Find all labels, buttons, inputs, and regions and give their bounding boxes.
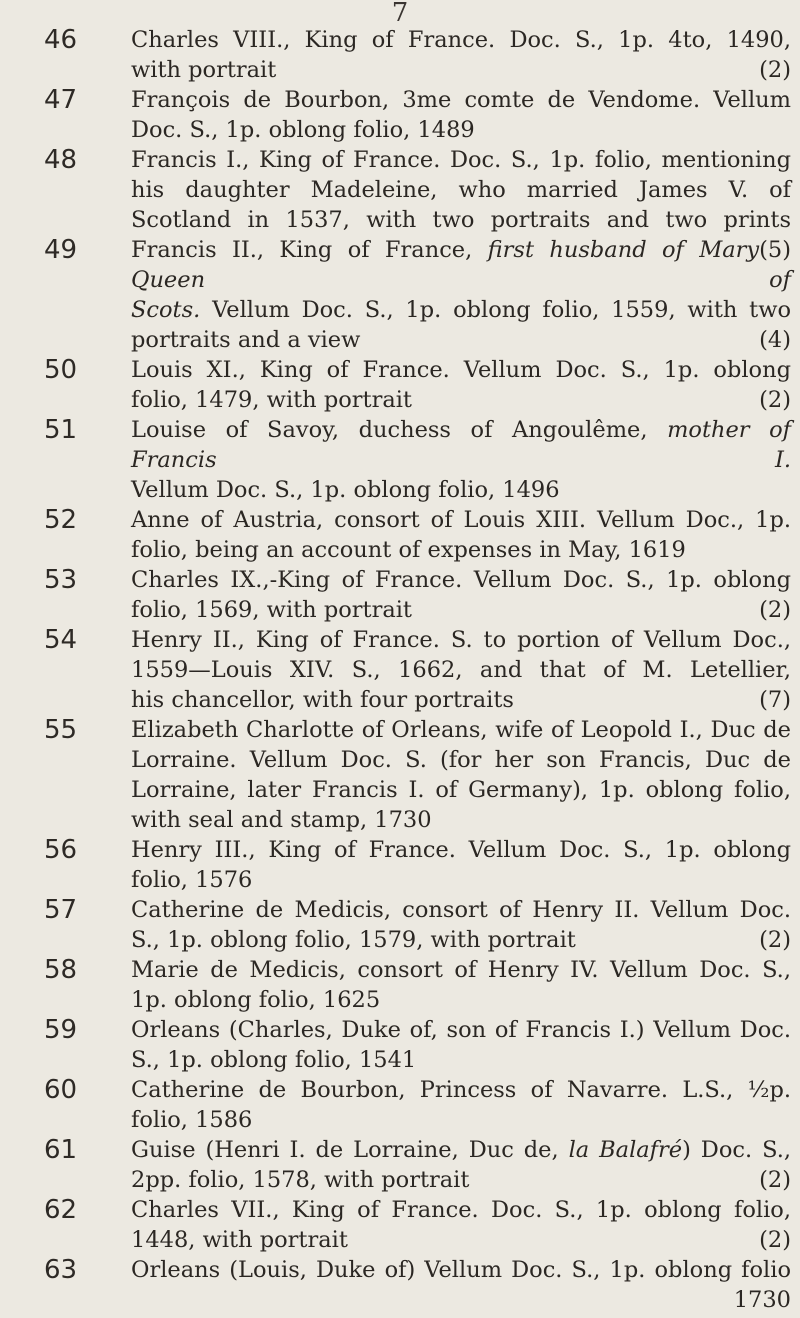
entry-line-text: with portrait <box>131 57 277 83</box>
entry-description <box>131 835 791 895</box>
entry-line-text: Charles IX.,-King of France. Vellum Doc. S., 1p. oblong <box>131 567 791 593</box>
entry-description <box>131 85 791 145</box>
entry-line <box>131 415 791 475</box>
entry-line <box>131 835 791 865</box>
entry-line-text: folio, 1569, with portrait <box>131 597 412 623</box>
entry-line-text: Lorraine. Vellum Doc. S. (for her son Francis, Duc de <box>131 747 791 773</box>
entry-description <box>131 715 791 835</box>
lot-number: 62 <box>44 1195 78 1225</box>
catalogue-entry <box>0 1135 800 1195</box>
entry-line-text: Orleans (Charles, Duke of, son of Francis I.) Vellum Doc. <box>131 1017 791 1043</box>
item-count: (2) <box>759 1227 791 1253</box>
entry-line <box>131 385 791 415</box>
entry-description <box>131 415 791 505</box>
entry-line-text: Louise of Savoy, duchess of Angoulême, mother of Francis I. <box>131 417 792 473</box>
entry-line <box>131 175 791 205</box>
entry-line <box>131 535 791 565</box>
entry-line-text: 1p. oblong folio, 1625 <box>131 987 381 1013</box>
lot-number: 51 <box>44 415 78 445</box>
lot-number: 53 <box>44 565 78 595</box>
catalogue-entry <box>0 835 800 895</box>
lot-number: 49 <box>44 235 78 265</box>
catalogue-entry <box>0 505 800 565</box>
entry-line-text: folio, 1479, with portrait <box>131 387 412 413</box>
entry-description <box>131 235 791 355</box>
entry-line <box>131 565 791 595</box>
entry-line <box>131 955 791 985</box>
entry-line-text: Louis XI., King of France. Vellum Doc. S., 1p. oblong <box>131 357 791 383</box>
entry-line <box>131 745 791 775</box>
catalogue-entry <box>0 1255 800 1313</box>
catalogue-entry <box>0 625 800 715</box>
lot-number: 60 <box>44 1075 78 1105</box>
entry-line <box>131 655 791 685</box>
entry-line <box>131 1225 791 1255</box>
entry-line-text: Henry II., King of France. S. to portion of Vellum Doc., <box>131 627 791 653</box>
page-number: 7 <box>391 0 409 28</box>
entry-line <box>131 865 791 895</box>
catalogue-entry <box>0 235 800 355</box>
lot-number: 59 <box>44 1015 78 1045</box>
entry-line-text: Francis II., King of France, first husband of Mary Queen of <box>131 237 791 293</box>
lot-number: 47 <box>44 85 78 115</box>
entry-line <box>131 805 791 835</box>
lot-number: 55 <box>44 715 78 745</box>
lot-number: 63 <box>44 1255 78 1285</box>
entry-line <box>131 1195 791 1225</box>
entry-description <box>131 355 791 415</box>
entry-description <box>131 1015 791 1075</box>
lot-number: 50 <box>44 355 78 385</box>
entry-line <box>131 775 791 805</box>
catalogue-entries <box>0 25 800 1315</box>
catalogue-entry <box>0 85 800 145</box>
entry-line <box>131 475 791 505</box>
entry-line-text: 1559—Louis XIV. S., 1662, and that of M. Letellier, <box>131 657 791 683</box>
lot-number: 56 <box>44 835 78 865</box>
lot-number: 46 <box>44 25 78 55</box>
entry-line-text: François de Bourbon, 3me comte de Vendome. Vellum <box>131 87 791 113</box>
lot-number: 57 <box>44 895 78 925</box>
entry-line <box>131 985 791 1015</box>
entry-line-text: with seal and stamp, 1730 <box>131 807 432 833</box>
entry-line <box>131 25 791 55</box>
entry-line-text: Elizabeth Charlotte of Orleans, wife of Leopold I., Duc de <box>131 717 791 743</box>
entry-line-text: Charles VIII., King of France. Doc. S., 1p. 4to, 1490, <box>131 27 791 53</box>
item-count: (2) <box>759 57 791 83</box>
entry-description <box>131 1195 791 1255</box>
entry-line-text: Catherine de Medicis, consort of Henry II. Vellum Doc. <box>131 897 791 923</box>
catalogue-entry <box>0 25 800 85</box>
entry-line-text: Doc. S., 1p. oblong folio, 1489 <box>131 117 475 143</box>
entry-line-text: Francis I., King of France. Doc. S., 1p. folio, mentioning <box>131 147 791 173</box>
entry-line <box>131 295 791 325</box>
entry-line-text: S., 1p. oblong folio, 1541 <box>131 1047 417 1073</box>
entry-line-text: Vellum Doc. S., 1p. oblong folio, 1496 <box>131 477 560 503</box>
item-count: (5) <box>759 237 791 263</box>
lot-number: 58 <box>44 955 78 985</box>
entry-line <box>131 115 791 145</box>
entry-line <box>131 595 791 625</box>
entry-line <box>131 1075 791 1105</box>
catalogue-entry <box>0 955 800 1015</box>
item-count: (2) <box>759 1167 791 1193</box>
entry-line-text: his daughter Madeleine, who married James V. of <box>131 177 791 203</box>
item-count: (2) <box>759 387 791 413</box>
entry-line <box>131 625 791 655</box>
lot-number: 52 <box>44 505 78 535</box>
item-count: (2) <box>759 927 791 953</box>
entry-line <box>131 1105 791 1135</box>
entry-description <box>131 1135 791 1195</box>
entry-line-text: Orleans (Louis, Duke of) Vellum Doc. S., 1p. oblong folio <box>131 1257 791 1283</box>
entry-line <box>131 85 791 115</box>
entry-line <box>131 205 791 235</box>
entry-line <box>131 505 791 535</box>
entry-line-text: folio, 1576 <box>131 867 253 893</box>
entry-line-text: Guise (Henri I. de Lorraine, Duc de, la Balafré) Doc. S., <box>131 1137 791 1163</box>
catalogue-entry <box>0 355 800 415</box>
entry-line-text: folio, being an account of expenses in May, 1619 <box>131 537 686 563</box>
entry-description <box>131 1075 791 1135</box>
entry-line-text: 2pp. folio, 1578, with portrait <box>131 1167 470 1193</box>
item-count: (7) <box>759 687 791 713</box>
catalogue-entry <box>0 895 800 955</box>
item-count: (2) <box>759 597 791 623</box>
catalogue-entry <box>0 1015 800 1075</box>
entry-line-text: Lorraine, later Francis I. of Germany), 1p. oblong folio, <box>131 777 791 803</box>
entry-line-text: Catherine de Bourbon, Princess of Navarre. L.S., ½p. <box>131 1077 791 1103</box>
entry-line <box>131 1135 791 1165</box>
entry-description <box>131 955 791 1015</box>
entry-line-text: Scotland in 1537, with two portraits and two prints <box>131 207 791 233</box>
entry-description <box>131 145 791 263</box>
entry-line <box>131 1255 791 1285</box>
entry-line <box>131 55 791 85</box>
entry-description <box>131 625 791 715</box>
entry-line-text: Henry III., King of France. Vellum Doc. S., 1p. oblong <box>131 837 791 863</box>
entry-line-text: Anne of Austria, consort of Louis XIII. Vellum Doc., 1p. <box>131 507 791 533</box>
entry-description <box>131 25 791 85</box>
catalogue-entry <box>0 1195 800 1255</box>
entry-line-text: folio, 1586 <box>131 1107 253 1133</box>
entry-line <box>131 325 791 355</box>
lot-number: 48 <box>44 145 78 175</box>
catalogue-entry <box>0 715 800 835</box>
item-count: (4) <box>759 327 791 353</box>
entry-line <box>131 685 791 715</box>
entry-description <box>131 505 791 565</box>
entry-line-text: Marie de Medicis, consort of Henry IV. Vellum Doc. S., <box>131 957 791 983</box>
lot-number: 54 <box>44 625 78 655</box>
entry-line <box>131 925 791 955</box>
entry-line-text: Scots. Vellum Doc. S., 1p. oblong folio, 1559, with two <box>131 297 791 323</box>
entry-line <box>131 1165 791 1195</box>
entry-line <box>131 145 791 175</box>
catalogue-entry <box>0 1075 800 1135</box>
catalogue-entry <box>0 565 800 625</box>
entry-line-text: Charles VII., King of France. Doc. S., 1p. oblong folio, <box>131 1197 791 1223</box>
entry-line-text: S., 1p. oblong folio, 1579, with portrait <box>131 927 576 953</box>
lot-number: 61 <box>44 1135 78 1165</box>
entry-line <box>131 895 791 925</box>
catalogue-entry <box>0 415 800 505</box>
entry-description <box>131 565 791 625</box>
entry-line-text: 1448, with portrait <box>131 1227 348 1253</box>
entry-line <box>131 1015 791 1045</box>
entry-description <box>131 1255 791 1313</box>
entry-line-text: portraits and a view <box>131 327 361 353</box>
entry-line-text: his chancellor, with four portraits <box>131 687 514 713</box>
entry-line <box>131 1045 791 1075</box>
entry-line <box>131 715 791 745</box>
entry-description <box>131 895 791 955</box>
entry-line <box>131 235 791 295</box>
item-count: 1730 <box>733 1287 791 1313</box>
entry-line <box>131 355 791 385</box>
